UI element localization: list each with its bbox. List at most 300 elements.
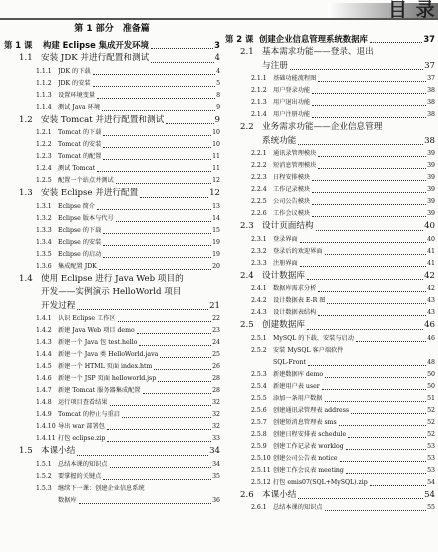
dot-leader	[298, 143, 423, 145]
toc-entry	[225, 270, 435, 284]
dot-leader	[116, 182, 211, 184]
toc-entry	[4, 313, 220, 325]
entry-title: 打包 eclipse.zip	[58, 435, 106, 442]
page-number: 39	[427, 198, 435, 205]
dot-leader	[300, 265, 426, 267]
entry-title: MySQL 的下载、安装与启动	[273, 334, 354, 342]
toc-entry	[4, 225, 220, 237]
page-number: 41	[427, 259, 435, 267]
header-title: 目 录	[388, 0, 436, 18]
entry-title: Eclipse 的启动	[58, 250, 102, 258]
entry-title: Tomcat 的停止与重启	[58, 411, 120, 418]
toc-entry	[225, 489, 435, 503]
page-number: 41	[427, 247, 435, 255]
section-number: 1.5.3	[36, 484, 52, 492]
toc-entry	[4, 66, 220, 78]
toc-entry	[225, 345, 435, 357]
entry-title: 用户登录功能	[273, 87, 311, 94]
page-number: 32	[212, 411, 220, 418]
toc-entry	[4, 201, 220, 213]
toc-entry	[225, 465, 435, 477]
page-number: 9	[216, 103, 220, 111]
subsection-number: 1.3.1	[36, 202, 52, 210]
dot-leader	[77, 454, 208, 456]
page-number: 28	[212, 387, 220, 394]
dot-leader	[103, 478, 211, 480]
dot-leader	[290, 68, 423, 70]
subsection-number: 1.5.2	[36, 472, 52, 480]
toc-entry	[4, 127, 220, 139]
toc-entry	[4, 337, 220, 349]
page-number: 37	[427, 75, 435, 82]
entry-title: 与注册	[262, 60, 288, 71]
toc-entry	[225, 283, 435, 295]
dot-leader	[307, 278, 423, 280]
page-number: 53	[427, 466, 435, 474]
page-number: 34	[209, 446, 220, 456]
dot-leader	[151, 61, 213, 63]
dot-leader	[139, 344, 211, 346]
dot-leader	[318, 80, 426, 82]
page-number: 32	[212, 399, 220, 406]
subsection-number: 1.2.3	[36, 153, 52, 160]
page-number: 21	[209, 300, 220, 311]
entry-title: 认识 Eclipse 工作区	[58, 315, 116, 322]
toc-entry	[4, 187, 220, 201]
subsection-number: 2.1.3	[251, 99, 267, 106]
subsection-number: 1.3.5	[36, 250, 52, 258]
dot-leader	[325, 400, 427, 402]
toc-entry	[225, 208, 435, 220]
toc-entry	[225, 135, 435, 149]
toc-entry	[225, 307, 435, 319]
toc-entry	[4, 385, 220, 397]
dot-leader	[348, 436, 426, 438]
subsection-number: 2.6.1	[251, 504, 267, 511]
page-number: 12	[212, 177, 220, 184]
page-number: 40	[427, 235, 435, 243]
entry-title: 总结本课的知识点	[58, 460, 108, 468]
page-number: 50	[427, 382, 435, 390]
dot-leader	[327, 302, 426, 304]
toc-entry	[4, 349, 220, 361]
page-number: 38	[427, 111, 435, 118]
subsection-number: 2.5.3	[251, 370, 267, 378]
dot-leader	[103, 244, 211, 246]
subsection-number: 2.5.10	[251, 454, 271, 462]
dot-leader	[351, 412, 426, 414]
entry-title: 添加一条用户数据	[273, 394, 323, 402]
subsection-number: 1.1.1	[36, 67, 52, 75]
subsection-number: 1.4.2	[36, 327, 52, 334]
page-number: 14	[212, 214, 220, 222]
subsection-number: 2.2.5	[251, 198, 267, 205]
subsection-number: 1.4.5	[36, 363, 52, 370]
entry-title: 测试 Tomcat	[58, 165, 96, 172]
entry-title: 集成配置 JDK	[58, 262, 97, 270]
entry-title: Eclipse 版本与代号	[58, 214, 114, 222]
toc-entry	[225, 369, 435, 381]
dot-leader	[79, 502, 212, 504]
dot-leader	[103, 134, 211, 136]
page-number: 28	[212, 375, 220, 382]
entry-title: SQL-Front	[273, 358, 306, 366]
toc-entry	[225, 405, 435, 417]
entry-title: 新建 Tomcat 服务器集成配置	[58, 387, 141, 394]
page-number: 37	[424, 60, 435, 71]
entry-title: 设计数据表 E-R 图	[273, 297, 326, 304]
toc-entry	[225, 357, 435, 369]
toc-entry	[4, 151, 220, 163]
dot-leader	[99, 268, 211, 270]
entry-title: Eclipse 的下载	[58, 226, 102, 234]
subsection-number: 2.1.1	[251, 75, 267, 82]
entry-title: 开发过程	[41, 300, 76, 311]
section-number: 1.1	[19, 53, 33, 63]
chapter-number: 第 1 课	[4, 40, 33, 50]
entry-title: 新建数据库 demo	[273, 370, 324, 378]
dot-leader	[137, 332, 211, 334]
toc-entry	[4, 39, 220, 52]
dot-leader	[93, 85, 215, 87]
toc-entry	[225, 109, 435, 121]
dot-leader	[370, 41, 422, 43]
entry-title: 导出 war 部署包	[58, 423, 105, 430]
page-number: 43	[427, 309, 435, 316]
page-number: 51	[427, 394, 435, 402]
toc-entry	[4, 175, 220, 187]
page-number: 10	[212, 141, 220, 148]
subsection-number: 2.4.3	[251, 309, 267, 316]
subsection-number: 1.4.7	[36, 387, 52, 394]
subsection-number: 2.5.5	[251, 394, 267, 402]
toc-entry	[4, 237, 220, 249]
subsection-number: 2.5.11	[251, 466, 271, 474]
subsection-number: 1.4.11	[36, 435, 56, 442]
subsection-number: 1.1.4	[36, 103, 52, 111]
page-number: 5	[216, 79, 220, 87]
page-number: 8	[216, 91, 220, 99]
entry-title: 设计页面结构	[262, 221, 314, 231]
page-number: 25	[212, 351, 220, 358]
subsection-number: 1.4.8	[36, 399, 52, 406]
entry-title: 创建日程安排表 schedule	[273, 430, 347, 438]
subsection-number: 1.3.4	[36, 238, 52, 246]
dot-leader	[370, 484, 426, 486]
toc-right-column	[225, 33, 435, 514]
entry-title-line: 基本需求功能——登录、退出	[262, 47, 374, 57]
toc-entry	[225, 441, 435, 453]
entry-title: 要掌握的关键点	[58, 472, 102, 480]
page-number: 37	[423, 34, 435, 44]
section-number: 2.3	[240, 221, 254, 231]
entry-title: 数据库	[58, 496, 77, 504]
subsection-number: 2.5.8	[251, 430, 267, 438]
entry-title: 创建数据库	[262, 320, 305, 330]
subsection-number: 2.2.3	[251, 174, 267, 181]
page-number: 38	[427, 87, 435, 94]
entry-title: 创建企业信息管理系统数据库	[259, 34, 368, 44]
page-number: 46	[424, 320, 435, 330]
entry-title: 打包 emis07(SQL+MySQL).zip	[273, 478, 368, 486]
subsection-number: 1.5.1	[36, 460, 52, 468]
entry-title-line: 开发——实例演示 HelloWorld 项目	[41, 287, 182, 297]
toc-entry	[4, 114, 220, 128]
subsection-number: 1.2.4	[36, 165, 52, 172]
dot-leader	[325, 253, 427, 255]
subsection-number: 1.4.6	[36, 375, 52, 382]
page-number: 52	[427, 430, 435, 438]
entry-title: 安装 Tomcat 并进行配置和测试	[41, 114, 165, 125]
toc-entry	[4, 445, 220, 459]
page-number: 9	[214, 114, 220, 125]
page-number: 20	[212, 262, 220, 270]
toc-entry	[4, 471, 220, 483]
dot-leader	[97, 170, 211, 172]
dot-leader	[339, 424, 426, 426]
dot-leader	[116, 220, 211, 222]
page-number: 55	[427, 504, 435, 511]
dot-leader	[318, 167, 426, 169]
toc-entry	[225, 381, 435, 393]
toc-entry	[225, 160, 435, 172]
toc-entry	[225, 46, 435, 60]
entry-title: 工作记录模块	[273, 186, 311, 193]
toc-entry	[225, 121, 435, 135]
toc-entry	[225, 220, 435, 234]
entry-title-line: 使用 Eclipse 进行 Java Web 项目的	[41, 273, 184, 284]
dot-leader	[97, 208, 211, 210]
page-number: 54	[427, 478, 435, 486]
dot-leader	[346, 448, 426, 450]
toc-entry	[225, 417, 435, 429]
dot-leader	[103, 158, 211, 160]
entry-title: 用户退出功能	[273, 99, 311, 106]
entry-title: 配置一个站点并测试	[58, 177, 114, 184]
dot-leader	[346, 472, 426, 474]
entry-title: 注册界面	[273, 259, 298, 267]
dot-leader	[318, 155, 426, 157]
toc-entry	[225, 246, 435, 258]
page-number: 53	[427, 454, 435, 462]
page-number: 12	[209, 188, 220, 198]
dot-leader	[160, 356, 211, 358]
page-number: 39	[427, 210, 435, 217]
dot-leader	[118, 320, 212, 322]
subsection-number: 2.5.7	[251, 418, 267, 426]
toc-entry	[225, 429, 435, 441]
entry-title: 新建一个 JSP 页面 helloworld.jsp	[58, 375, 157, 382]
toc-entry	[225, 234, 435, 246]
entry-title: 用户注册功能	[273, 111, 311, 118]
toc-entry	[225, 97, 435, 109]
entry-title: 设计数据库	[262, 270, 305, 281]
subsection-number: 2.5.6	[251, 406, 267, 414]
entry-title: Tomcat 的下载	[58, 129, 102, 136]
subsection-number: 1.2.2	[36, 141, 52, 148]
page-number: 23	[212, 327, 220, 334]
page-number: 13	[212, 202, 220, 210]
entry-title: 数据库需求分析	[273, 285, 317, 292]
page-number: 54	[424, 489, 435, 500]
entry-title-line: 继续下一课：创建企业信息系统	[58, 484, 145, 492]
subsection-number: 1.4.4	[36, 351, 52, 358]
page-number: 48	[427, 358, 435, 366]
page-number: 39	[427, 186, 435, 193]
entry-title: 基础功能流程图	[273, 75, 317, 82]
page-number: 43	[427, 297, 435, 304]
toc-entry	[4, 409, 220, 421]
subsection-number: 2.2.4	[251, 186, 267, 193]
dot-leader	[312, 215, 426, 217]
dot-leader	[77, 308, 208, 310]
page-number: 42	[424, 270, 435, 281]
entry-title: 本课小结	[262, 489, 297, 500]
page-number: 52	[427, 418, 435, 426]
entry-title: 登录界面	[273, 235, 298, 243]
subsection-number: 2.3.2	[251, 247, 267, 255]
subsection-number: 1.4.9	[36, 411, 52, 418]
entry-title: 安装 Eclipse 并进行配置	[41, 188, 139, 198]
subsection-number: 1.4.1	[36, 315, 52, 322]
section-number: 2.4	[240, 270, 254, 281]
dot-leader	[166, 122, 213, 124]
page-number: 38	[424, 135, 435, 146]
dot-leader	[325, 509, 427, 511]
entry-title: Tomcat 的配置	[58, 153, 102, 160]
subsection-number: 2.5.12	[251, 478, 271, 486]
toc-left-column	[4, 24, 220, 507]
entry-title: 公司公告模块	[273, 198, 311, 205]
toc-entry	[4, 52, 220, 66]
entry-title: 通讯录管理模块	[273, 150, 317, 157]
entry-title: 登录后的欢迎界面	[273, 247, 323, 255]
toc-entry	[4, 495, 220, 507]
entry-title: JDK 的下载	[58, 67, 91, 75]
subsection-number: 2.4.2	[251, 297, 267, 304]
toc-entry	[225, 184, 435, 196]
page-number: 32	[212, 423, 220, 430]
dot-leader	[154, 368, 211, 370]
entry-title: Eclipse 的安装	[58, 238, 102, 246]
dot-leader	[143, 392, 212, 394]
page-number: 11	[212, 165, 220, 172]
subsection-number: 2.4.1	[251, 285, 267, 292]
toc-entry	[4, 273, 220, 287]
dot-leader	[298, 497, 423, 499]
page-number: 15	[212, 226, 220, 234]
entry-title: 设计数据表结构	[273, 309, 317, 316]
entry-title: 总结本课的知识点	[273, 504, 323, 511]
section-number: 1.5	[19, 446, 33, 456]
entry-title: 设置环境变量	[58, 91, 96, 99]
entry-title: Tomcat 的安装	[58, 141, 102, 148]
toc-entry	[4, 249, 220, 261]
toc-entry	[225, 393, 435, 405]
dot-leader	[158, 380, 211, 382]
toc-entry	[4, 78, 220, 90]
subsection-number: 2.2.1	[251, 150, 267, 157]
page-number: 39	[427, 174, 435, 181]
section-number: 1.2	[19, 114, 33, 125]
toc-entry	[225, 295, 435, 307]
subsection-number: 1.3.6	[36, 262, 52, 270]
entry-title: 创建短消息管理表 sms	[273, 418, 337, 426]
toc-entry	[4, 139, 220, 151]
toc-entry	[225, 33, 435, 46]
dot-leader	[312, 191, 426, 193]
dot-leader	[312, 92, 426, 94]
dot-leader	[325, 376, 426, 378]
subsection-number: 1.4.3	[36, 339, 52, 346]
dot-leader	[312, 116, 426, 118]
dot-leader	[122, 416, 211, 418]
subsection-number: 2.3.3	[251, 259, 267, 267]
page-number: 36	[212, 496, 220, 504]
page-number: 52	[427, 406, 435, 414]
toc-entry	[4, 421, 220, 433]
dot-leader	[102, 109, 215, 111]
entry-title: 创建工作会议表 meeting	[273, 466, 344, 474]
subsection-number: 1.3.2	[36, 214, 52, 222]
page-number: 3	[214, 40, 220, 50]
subsection-number: 2.2.2	[251, 162, 267, 169]
toc-entry	[4, 325, 220, 337]
toc-entry	[4, 483, 220, 495]
page-number: 26	[212, 363, 220, 370]
toc-entry	[225, 258, 435, 270]
page-number: 19	[212, 250, 220, 258]
dot-leader	[356, 340, 426, 342]
page-number: 4	[214, 53, 220, 63]
dot-leader	[103, 146, 211, 148]
dot-leader	[308, 364, 426, 366]
page-number: 24	[212, 339, 220, 346]
dot-leader	[312, 203, 426, 205]
section-number: 2.5.2	[251, 346, 267, 354]
entry-title: 创建工作记录表 worklog	[273, 442, 344, 450]
toc-entry	[4, 213, 220, 225]
toc-entry	[225, 196, 435, 208]
subsection-number: 1.2.1	[36, 129, 52, 136]
page-number: 19	[212, 238, 220, 246]
entry-title: JDK 的安装	[58, 79, 91, 87]
dot-leader	[103, 256, 211, 258]
subsection-number: 1.1.2	[36, 79, 52, 87]
page-number: 33	[212, 435, 220, 442]
subsection-number: 2.1.2	[251, 87, 267, 94]
entry-title-line: 业务需求功能——企业信息管理	[262, 122, 383, 132]
dot-leader	[107, 428, 211, 430]
entry-title: 新建 Java Web 项目 demo	[58, 327, 135, 334]
toc-entry	[225, 172, 435, 184]
page-number: 42	[427, 285, 435, 292]
entry-title: 工作会议模块	[273, 210, 311, 217]
toc-entry	[225, 60, 435, 74]
dot-leader	[300, 241, 426, 243]
toc-entry	[4, 459, 220, 471]
entry-title: 日程安排模块	[273, 174, 311, 181]
page-number: 40	[424, 221, 435, 231]
entry-title: 新建一个 Java 包 test.hello	[58, 339, 138, 346]
entry-title: 新建用户表 user	[273, 382, 320, 390]
entry-title: 测试 Java 环境	[58, 103, 101, 111]
toc-entry	[4, 90, 220, 102]
dot-leader	[140, 196, 208, 198]
chapter-number: 第 2 课	[225, 34, 254, 44]
page-header-banner	[328, 0, 438, 18]
entry-title: 系统功能	[262, 135, 297, 146]
